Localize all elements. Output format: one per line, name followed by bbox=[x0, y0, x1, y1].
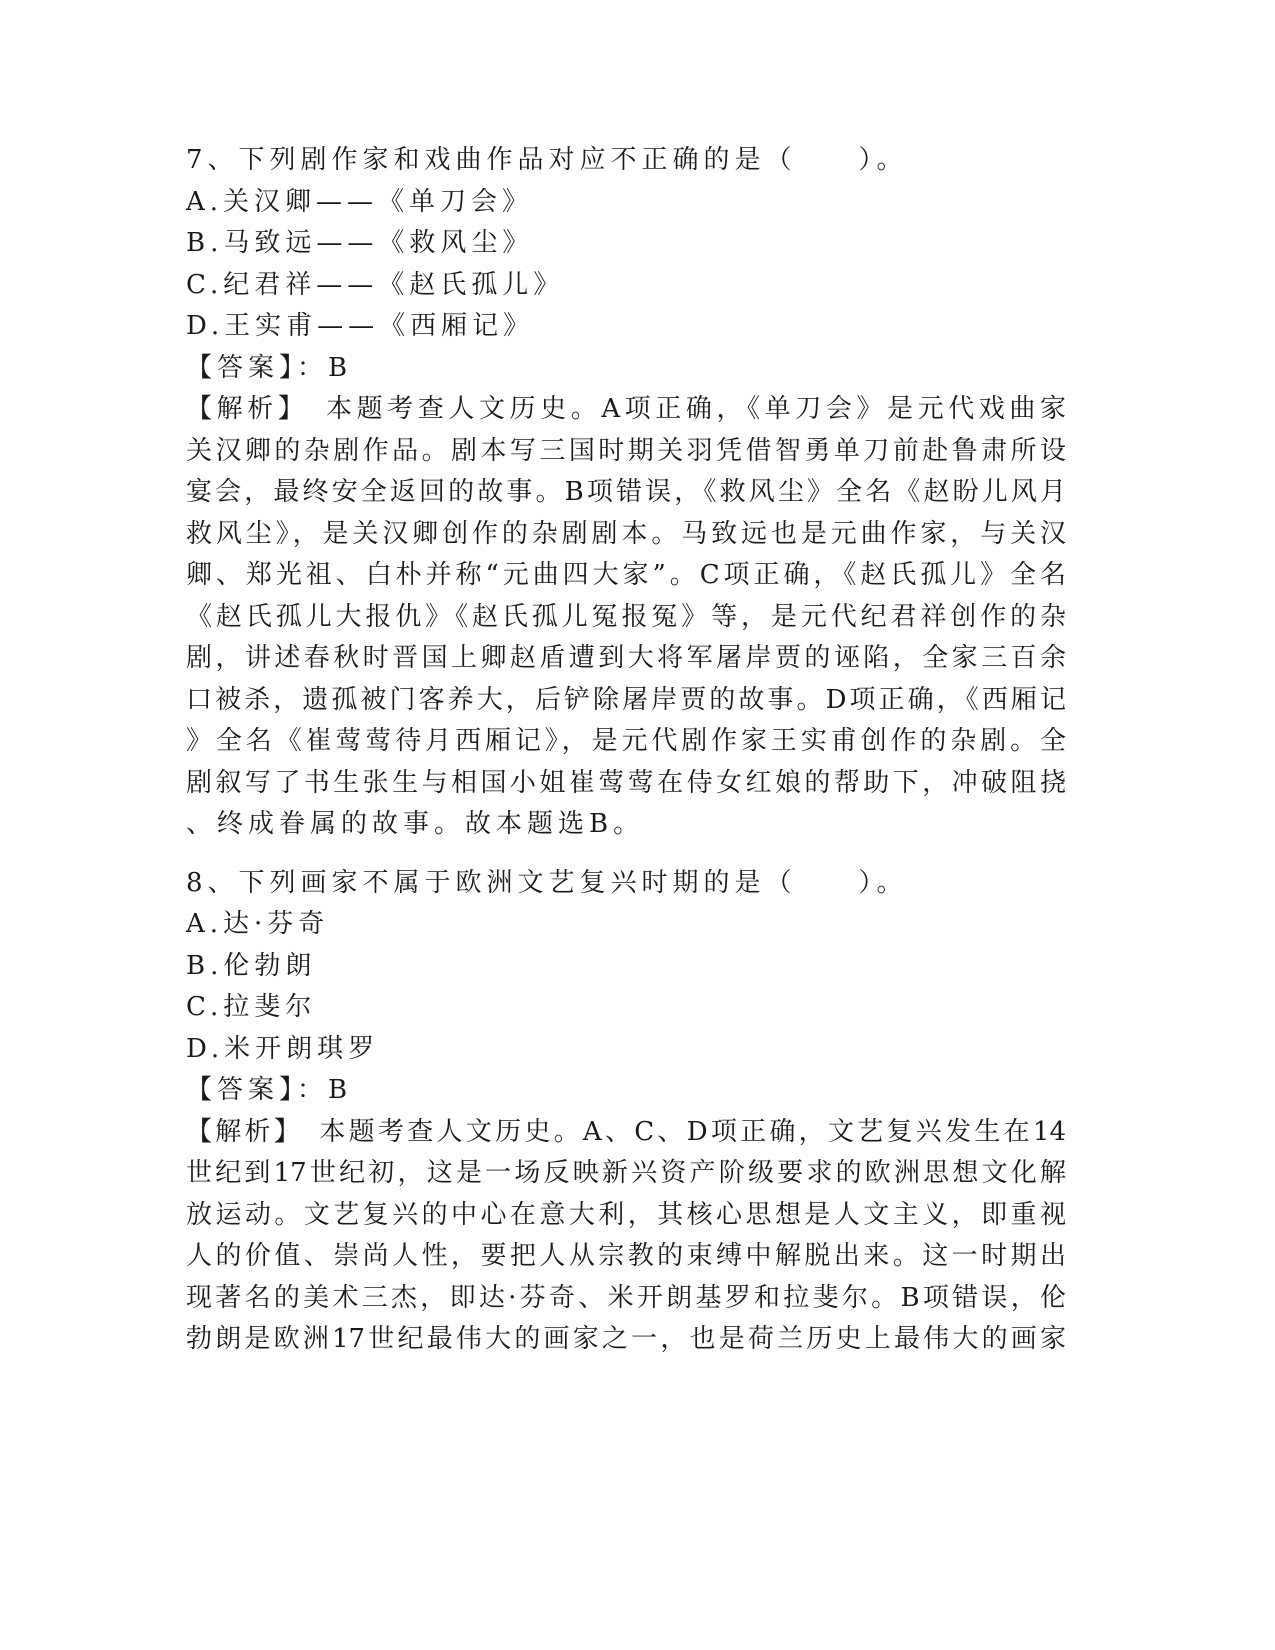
question-7-analysis-line: 救风尘》，是关汉卿创作的杂剧剧本。马致远也是元曲作家，与关汉 bbox=[186, 519, 1066, 549]
question-7-answer: 【答案】：B bbox=[186, 353, 353, 383]
question-8-answer: 【答案】：B bbox=[186, 1075, 353, 1105]
question-8-analysis-line: 勃朗是欧洲17世纪最伟大的画家之一，也是荷兰历史上最伟大的画家 bbox=[186, 1324, 1066, 1354]
question-8-stem: 8、下列画家不属于欧洲文艺复兴时期的是（ ）。 bbox=[186, 868, 908, 898]
question-7-analysis-line: 【解析】 本题考查人文历史。A项正确，《单刀会》是元代戏曲家 bbox=[186, 394, 1066, 424]
question-8-option-a: A.达·芬奇 bbox=[186, 909, 330, 939]
question-7-analysis-line: 宴会，最终安全返回的故事。B项错误，《救风尘》全名《赵盼儿风月 bbox=[186, 477, 1066, 507]
question-7-stem: 7、下列剧作家和戏曲作品对应不正确的是（ ）。 bbox=[186, 145, 908, 175]
question-7-analysis-line: 关汉卿的杂剧作品。剧本写三国时期关羽凭借智勇单刀前赴鲁肃所设 bbox=[186, 436, 1066, 466]
question-8-analysis-line: 人的价值、崇尚人性，要把人从宗教的束缚中解脱出来。这一时期出 bbox=[186, 1241, 1066, 1271]
question-8-analysis-line: 放运动。文艺复兴的中心在意大利，其核心思想是人文主义，即重视 bbox=[186, 1200, 1066, 1230]
question-8-analysis-line: 现著名的美术三杰，即达·芬奇、米开朗基罗和拉斐尔。B项错误，伦 bbox=[186, 1283, 1066, 1313]
question-7-analysis-line: 《赵氏孤儿大报仇》《赵氏孤儿冤报冤》等，是元代纪君祥创作的杂 bbox=[186, 602, 1066, 632]
question-7-analysis-line: 剧，讲述春秋时晋国上卿赵盾遭到大将军屠岸贾的诬陷，全家三百余 bbox=[186, 643, 1066, 673]
question-8-option-d: D.米开朗琪罗 bbox=[186, 1034, 380, 1064]
question-7-analysis-line: 卿、郑光祖、白朴并称“元曲四大家”。C项正确，《赵氏孤儿》全名 bbox=[186, 560, 1066, 590]
question-7-analysis-line: 口被杀，遗孤被门客养大，后铲除屠岸贾的故事。D项正确，《西厢记 bbox=[186, 685, 1066, 715]
question-7-option-c: C.纪君祥——《赵氏孤儿》 bbox=[186, 270, 565, 300]
question-8-option-c: C.拉斐尔 bbox=[186, 992, 317, 1022]
question-7-analysis-line: 》全名《崔莺莺待月西厢记》，是元代剧作家王实甫创作的杂剧。全 bbox=[186, 726, 1066, 756]
question-7-option-b: B.马致远——《救风尘》 bbox=[186, 228, 534, 258]
question-8-analysis-line: 【解析】 本题考查人文历史。A、C、D项正确，文艺复兴发生在14 bbox=[186, 1117, 1066, 1147]
question-8-option-b: B.伦勃朗 bbox=[186, 951, 317, 981]
question-8-analysis-line: 世纪到17世纪初，这是一场反映新兴资产阶级要求的欧洲思想文化解 bbox=[186, 1158, 1066, 1188]
question-7-option-d: D.王实甫——《西厢记》 bbox=[186, 311, 535, 341]
question-7-option-a: A.关汉卿——《单刀会》 bbox=[186, 187, 534, 217]
question-7-analysis-line: 、终成眷属的故事。故本题选B。 bbox=[186, 809, 645, 839]
question-7-analysis-line: 剧叙写了书生张生与相国小姐崔莺莺在侍女红娘的帮助下，冲破阻挠 bbox=[186, 768, 1066, 798]
